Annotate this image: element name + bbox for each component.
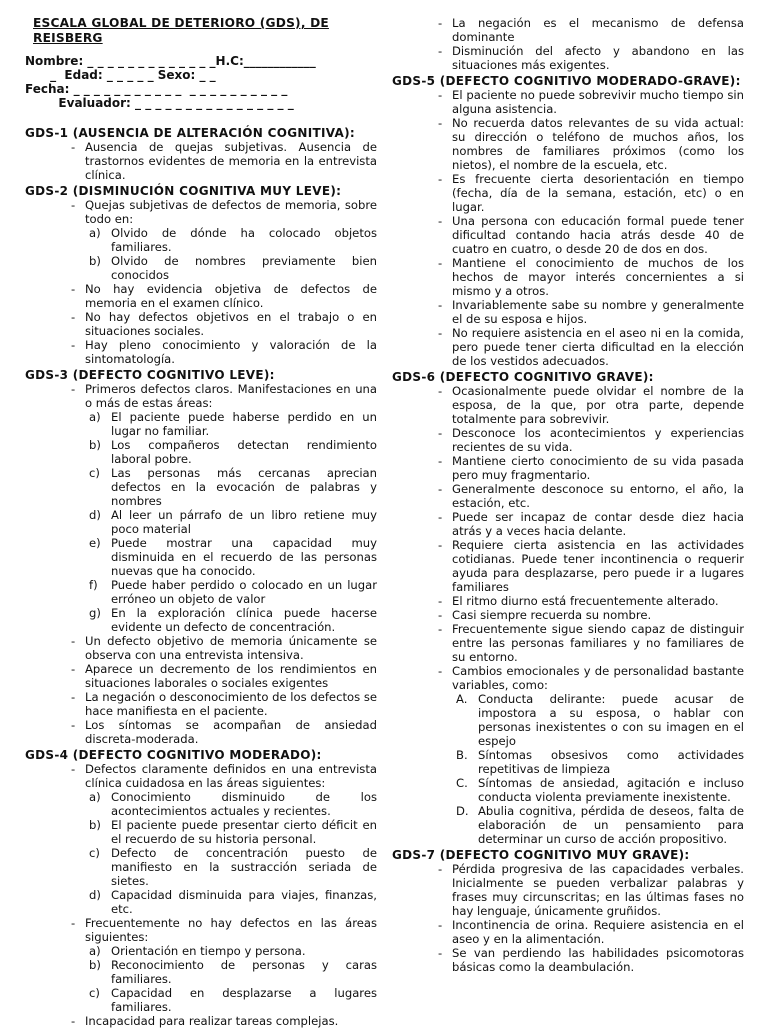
sub-list-item bbox=[85, 254, 377, 282]
sub-item-marker: b) bbox=[89, 254, 101, 268]
sub-item-text: El paciente puede presentar cierto déficit en el recuerdo de su historia personal. bbox=[111, 818, 377, 846]
list-item bbox=[392, 538, 744, 594]
sub-list-item bbox=[85, 508, 377, 536]
list-item bbox=[392, 116, 744, 172]
sub-list-item bbox=[85, 846, 377, 888]
list-item-text: Casi siempre recuerda su nombre. bbox=[452, 608, 652, 622]
sub-item-text: Las personas más cercanas aprecian defectos en la evocación de palabras y nombres bbox=[111, 466, 377, 508]
stage-heading: GDS-5 (DEFECTO COGNITIVO MODERADO-GRAVE): bbox=[392, 74, 741, 88]
list-item bbox=[25, 1014, 377, 1028]
sub-item-marker: a) bbox=[89, 790, 101, 804]
stage-items bbox=[392, 88, 744, 368]
form-evaluator-line: Evaluador: _ _ _ _ _ _ _ _ _ _ _ _ _ _ _ _ bbox=[25, 96, 294, 110]
list-item bbox=[392, 384, 744, 426]
list-item-text: Disminución del afecto y abandono en las situaciones más exigentes. bbox=[452, 44, 744, 72]
sub-item-marker: b) bbox=[89, 958, 101, 972]
stage-heading: GDS-6 (DEFECTO COGNITIVO GRAVE): bbox=[392, 370, 654, 384]
list-item-text: Cambios emocionales y de personalidad bastante variables, como: bbox=[452, 664, 744, 692]
list-item-text: Generalmente desconoce su entorno, el año, la estación, etc. bbox=[452, 482, 744, 510]
sub-item-marker: d) bbox=[89, 888, 101, 902]
right-column bbox=[392, 16, 744, 974]
sub-item-text: Puede mostrar una capacidad muy disminuida en el recuerdo de las personas nuevas que ha conocido. bbox=[111, 536, 377, 578]
sub-item-text: Orientación en tiempo y persona. bbox=[111, 944, 306, 958]
form-name-line: Nombre: _ _ _ _ _ _ _ _ _ _ _ _ _H.C:____________ bbox=[25, 54, 316, 68]
list-item bbox=[392, 594, 744, 608]
list-item bbox=[25, 198, 377, 282]
list-item bbox=[392, 454, 744, 482]
stage-heading: GDS-2 (DISMINUCIÓN COGNITIVA MUY LEVE): bbox=[25, 184, 342, 198]
list-item-text: Defectos claramente definidos en una entrevista clínica cuidadosa en las áreas siguientes: bbox=[85, 762, 377, 790]
sub-item-marker: a) bbox=[89, 410, 101, 424]
list-item bbox=[392, 256, 744, 298]
list-item-text: Pérdida progresiva de las capacidades verbales. Inicialmente se pueden verbalizar palabras y frases muy circunscritas; en las últimas fases no hay lenguaje, únicamente gruñidos. bbox=[452, 862, 744, 918]
sub-item-text: Reconocimiento de personas y caras familiares. bbox=[111, 958, 377, 986]
list-item bbox=[392, 326, 744, 368]
stage-items bbox=[392, 384, 744, 846]
list-item bbox=[392, 482, 744, 510]
sub-item-text: Síntomas obsesivos como actividades repetitivas de limpieza bbox=[478, 748, 744, 776]
list-item-text: Ausencia de quejas subjetivas. Ausencia de trastornos evidentes de memoria en la entrevista clínica. bbox=[85, 140, 377, 182]
sub-list-item bbox=[85, 410, 377, 438]
list-item bbox=[392, 88, 744, 116]
sub-item-text: Conocimiento disminuido de los acontecimientos actuales y recientes. bbox=[111, 790, 377, 818]
list-item bbox=[392, 510, 744, 538]
sub-list-item bbox=[452, 692, 744, 748]
list-item-text: La negación es el mecanismo de defensa dominante bbox=[452, 16, 744, 44]
list-item bbox=[392, 622, 744, 664]
document-title: ESCALA GLOBAL DE DETERIORO (GDS), DE REISBERG bbox=[33, 16, 329, 45]
list-item bbox=[25, 718, 377, 746]
sub-list-item bbox=[85, 818, 377, 846]
sub-item-marker: b) bbox=[89, 818, 101, 832]
list-item-text: Se van perdiendo las habilidades psicomotoras básicas como la deambulación. bbox=[452, 946, 744, 974]
sub-list-item bbox=[85, 944, 377, 958]
list-item bbox=[392, 664, 744, 846]
continued-items bbox=[392, 16, 744, 72]
sub-item-text: Capacidad en desplazarse a lugares familiares. bbox=[111, 986, 377, 1014]
sub-list bbox=[85, 790, 377, 916]
sub-item-marker: D. bbox=[456, 804, 469, 818]
list-item bbox=[392, 918, 744, 946]
sub-item-text: Defecto de concentración puesto de manifiesto en la sustracción seriada de sietes. bbox=[111, 846, 377, 888]
list-item-text: No hay defectos objetivos en el trabajo o en situaciones sociales. bbox=[85, 310, 377, 338]
sub-item-text: Síntomas de ansiedad, agitación e incluso conducta violenta previamente inexistente. bbox=[478, 776, 744, 804]
list-item bbox=[392, 16, 744, 44]
sub-item-marker: c) bbox=[89, 846, 100, 860]
sub-list-item bbox=[85, 536, 377, 578]
sub-item-marker: d) bbox=[89, 508, 101, 522]
list-item-text: No hay evidencia objetiva de defectos de memoria en el examen clínico. bbox=[85, 282, 377, 310]
left-stage-list bbox=[25, 126, 377, 1028]
sub-item-marker: b) bbox=[89, 438, 101, 452]
sub-list bbox=[85, 944, 377, 1014]
list-item-text: Frecuentemente no hay defectos en las áreas siguientes: bbox=[85, 916, 377, 944]
sub-list-item bbox=[85, 578, 377, 606]
list-item-text: Desconoce los acontecimientos y experiencias recientes de su vida. bbox=[452, 426, 744, 454]
list-item-text: Los síntomas se acompañan de ansiedad discreta-moderada. bbox=[85, 718, 377, 746]
sub-item-text: Capacidad disminuida para viajes, finanzas, etc. bbox=[111, 888, 377, 916]
sub-list-item bbox=[85, 226, 377, 254]
sub-item-marker: A. bbox=[456, 692, 468, 706]
sub-item-marker: B. bbox=[456, 748, 468, 762]
stage-items bbox=[25, 382, 377, 746]
list-item bbox=[25, 762, 377, 916]
list-item bbox=[392, 946, 744, 974]
list-item bbox=[392, 172, 744, 214]
list-item-text: La negación o desconocimiento de los defectos se hace manifiesta en el paciente. bbox=[85, 690, 377, 718]
stage-items bbox=[25, 198, 377, 366]
stage-heading: GDS-4 (DEFECTO COGNITIVO MODERADO): bbox=[25, 748, 322, 762]
list-item-text: Incontinencia de orina. Requiere asistencia en el aseo y en la alimentación. bbox=[452, 918, 744, 946]
list-item bbox=[392, 44, 744, 72]
list-item bbox=[25, 338, 377, 366]
sub-list-item bbox=[85, 466, 377, 508]
list-item-text: Primeros defectos claros. Manifestaciones en una o más de estas áreas: bbox=[85, 382, 377, 410]
sub-item-text: Puede haber perdido o colocado en un lugar erróneo un objeto de valor bbox=[111, 578, 377, 606]
sub-item-text: Abulia cognitiva, pérdida de deseos, falta de elaboración de un pensamiento para determinar un curso de acción propositivo. bbox=[478, 804, 744, 846]
sub-item-text: Conducta delirante: puede acusar de impostora a su esposa, o hablar con personas inexistentes o con su imagen en el espejo bbox=[478, 692, 744, 748]
list-item-text: Mantiene el conocimiento de muchos de los hechos de mayor interés concernientes a si mismo y a otros. bbox=[452, 256, 744, 298]
sub-item-text: Olvido de dónde ha colocado objetos familiares. bbox=[111, 226, 377, 254]
list-item bbox=[25, 662, 377, 690]
patient-form bbox=[25, 54, 377, 110]
sub-item-text: Olvido de nombres previamente bien conocidos bbox=[111, 254, 377, 282]
stage-heading: GDS-3 (DEFECTO COGNITIVO LEVE): bbox=[25, 368, 275, 382]
list-item bbox=[392, 298, 744, 326]
stage-items bbox=[392, 862, 744, 974]
sub-list bbox=[85, 410, 377, 634]
list-item-text: Puede ser incapaz de contar desde diez hacia atrás y a veces hacia delante. bbox=[452, 510, 744, 538]
form-date-line: Fecha: _ _ _ _ _ _ _ _ _ _ _ _ _ _ _ _ _ _ _ _ _ bbox=[25, 82, 288, 96]
stage-items bbox=[25, 762, 377, 1028]
list-item bbox=[25, 310, 377, 338]
list-item bbox=[25, 690, 377, 718]
sub-list-item bbox=[85, 958, 377, 986]
list-item-text: Incapacidad para realizar tareas complejas. bbox=[85, 1014, 339, 1028]
right-stage-list bbox=[392, 74, 744, 974]
sub-item-text: Los compañeros detectan rendimiento laboral pobre. bbox=[111, 438, 377, 466]
list-item-text: El paciente no puede sobrevivir mucho tiempo sin alguna asistencia. bbox=[452, 88, 744, 116]
list-item bbox=[392, 214, 744, 256]
list-item-text: Requiere cierta asistencia en las actividades cotidianas. Puede tener incontinencia o requerir ayuda para desplazarse, pero puede ir a lugares familiares bbox=[452, 538, 744, 594]
sub-list-item bbox=[85, 790, 377, 818]
list-item-text: Ocasionalmente puede olvidar el nombre de la esposa, de la que, por otra parte, depende totalmente para sobrevivir. bbox=[452, 384, 744, 426]
sub-item-marker: a) bbox=[89, 944, 101, 958]
sub-item-marker: C. bbox=[456, 776, 468, 790]
sub-item-text: En la exploración clínica puede hacerse evidente un defecto de concentración. bbox=[111, 606, 377, 634]
sub-list-item bbox=[85, 438, 377, 466]
sub-item-marker: g) bbox=[89, 606, 101, 620]
sub-list-item bbox=[452, 776, 744, 804]
list-item-text: Hay pleno conocimiento y valoración de la sintomatología. bbox=[85, 338, 377, 366]
list-item-text: Un defecto objetivo de memoria únicamente se observa con una entrevista intensiva. bbox=[85, 634, 377, 662]
list-item bbox=[25, 916, 377, 1014]
spacer bbox=[25, 110, 377, 124]
stage-items bbox=[25, 140, 377, 182]
sub-list-item bbox=[85, 606, 377, 634]
list-item-text: Es frecuente cierta desorientación en tiempo (fecha, día de la semana, estación, etc) o en lugar. bbox=[452, 172, 744, 214]
list-item-text: El ritmo diurno está frecuentemente alterado. bbox=[452, 594, 719, 608]
list-item bbox=[25, 140, 377, 182]
list-item-text: Frecuentemente sigue siendo capaz de distinguir entre las personas familiares y no familiares de su entorno. bbox=[452, 622, 744, 664]
list-item-text: No requiere asistencia en el aseo ni en la comida, pero puede tener cierta dificultad en la elección de los vestidos adecuados. bbox=[452, 326, 744, 368]
form-age-line: _ Edad: _ _ _ _ _ Sexo: _ _ bbox=[25, 68, 216, 82]
stage-heading: GDS-7 (DEFECTO COGNITIVO MUY GRAVE): bbox=[392, 848, 690, 862]
sub-list-item bbox=[85, 986, 377, 1014]
sub-item-marker: f) bbox=[89, 578, 98, 592]
list-item-text: No recuerda datos relevantes de su vida actual: su dirección o teléfono de muchos años, los nombres de familiares próximos (como los nietos), el nombre de la escuela, etc. bbox=[452, 116, 744, 172]
sub-item-text: El paciente puede haberse perdido en un lugar no familiar. bbox=[111, 410, 377, 438]
left-column bbox=[25, 16, 377, 1028]
list-item bbox=[392, 608, 744, 622]
sub-list bbox=[85, 226, 377, 282]
list-item bbox=[25, 282, 377, 310]
list-item-text: Aparece un decremento de los rendimientos en situaciones laborales o sociales exigentes bbox=[85, 662, 377, 690]
list-item bbox=[25, 382, 377, 634]
sub-list-item bbox=[85, 888, 377, 916]
sub-item-marker: e) bbox=[89, 536, 101, 550]
list-item bbox=[392, 426, 744, 454]
list-item-text: Una persona con educación formal puede tener dificultad contando hacia atrás desde 40 de cuatro en cuatro, o desde 20 de dos en dos. bbox=[452, 214, 744, 256]
list-item bbox=[392, 862, 744, 918]
sub-list bbox=[452, 692, 744, 846]
list-item bbox=[25, 634, 377, 662]
sub-item-text: Al leer un párrafo de un libro retiene muy poco material bbox=[111, 508, 377, 536]
list-item-text: Invariablemente sabe su nombre y generalmente el de su esposa e hijos. bbox=[452, 298, 744, 326]
sub-list-item bbox=[452, 804, 744, 846]
sub-item-marker: c) bbox=[89, 986, 100, 1000]
list-item-text: Quejas subjetivas de defectos de memoria, sobre todo en: bbox=[85, 198, 377, 226]
stage-heading: GDS-1 (AUSENCIA DE ALTERACIÓN COGNITIVA): bbox=[25, 126, 355, 140]
sub-item-marker: a) bbox=[89, 226, 101, 240]
sub-item-marker: c) bbox=[89, 466, 100, 480]
list-item-text: Mantiene cierto conocimiento de su vida pasada pero muy fragmentario. bbox=[452, 454, 744, 482]
sub-list-item bbox=[452, 748, 744, 776]
